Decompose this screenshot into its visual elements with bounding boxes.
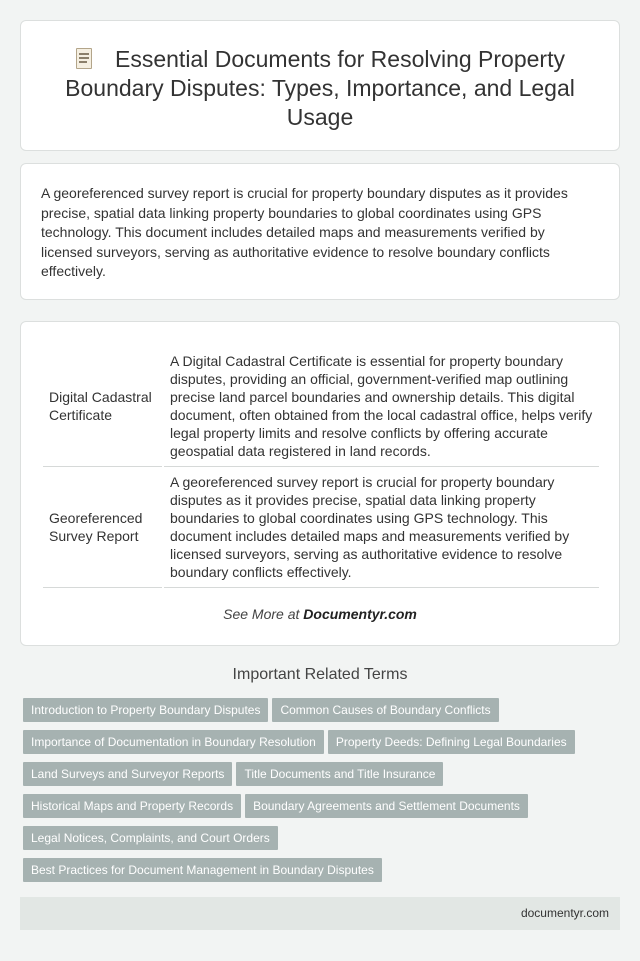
related-term-tag[interactable]: Best Practices for Document Management in Boundary Disputes — [23, 858, 382, 882]
page-title — [51, 45, 589, 132]
see-more-line — [21, 606, 619, 622]
summary-text: A georeferenced survey report is crucial for property boundary disputes as it provides precise, spatial data linking property boundaries to global coordinates using GPS technology. This document includes detailed maps and measurements verified by licensed surveyors, serving as authoritative evidence to resolve boundary conflicts effectively. — [41, 185, 568, 279]
related-terms-row — [23, 858, 603, 890]
related-term-tag[interactable]: Common Causes of Boundary Conflicts — [272, 698, 498, 722]
related-term-tag[interactable]: Land Surveys and Surveyor Reports — [23, 762, 232, 786]
related-terms-row — [23, 826, 603, 858]
related-term-tag[interactable]: Historical Maps and Property Records — [23, 794, 241, 818]
see-more-link[interactable]: Documentyr.com — [303, 606, 417, 622]
related-term-tag[interactable]: Property Deeds: Defining Legal Boundaries — [328, 730, 575, 754]
document-term: Digital Cadastral Certificate — [43, 346, 163, 467]
related-terms-row — [23, 698, 603, 730]
footer — [20, 897, 620, 930]
documents-card — [20, 321, 620, 646]
related-term-tag[interactable]: Title Documents and Title Insurance — [236, 762, 443, 786]
related-terms-row — [23, 794, 603, 826]
related-terms-row — [23, 762, 603, 794]
document-row — [43, 467, 599, 588]
document-row — [43, 346, 599, 467]
document-icon — [75, 48, 93, 70]
related-term-tag[interactable]: Legal Notices, Complaints, and Court Orders — [23, 826, 278, 850]
related-term-tag[interactable]: Introduction to Property Boundary Disputes — [23, 698, 268, 722]
document-description: A georeferenced survey report is crucial for property boundary disputes as it provides precise, spatial data linking property boundaries to global coordinates using GPS technology. This document includes detailed maps and measurements verified by licensed surveyors, serving as authoritative evidence to resolve boundary conflicts effectively. — [163, 467, 599, 588]
documents-table — [43, 346, 599, 588]
footer-site[interactable]: documentyr.com — [520, 906, 609, 920]
see-more-prefix: See More at — [223, 606, 304, 622]
related-terms-row — [23, 730, 603, 762]
page-title-text: Essential Documents for Resolving Property Boundary Disputes: Types, Importance, and Legal Usage — [65, 46, 575, 130]
related-term-tag[interactable]: Importance of Documentation in Boundary Resolution — [23, 730, 324, 754]
document-description: A Digital Cadastral Certificate is essential for property boundary disputes, providing an official, government-verified map outlining precise land parcel boundaries and ownership details. This digital document, often obtained from the local cadastral office, helps verify legal property limits and resolve conflicts by offering accurate geospatial data registered in land records. — [163, 346, 599, 467]
related-terms-list — [23, 698, 603, 890]
related-term-tag[interactable]: Boundary Agreements and Settlement Documents — [245, 794, 528, 818]
document-term: Georeferenced Survey Report — [43, 467, 163, 588]
summary-card — [20, 163, 620, 300]
title-card — [20, 20, 620, 151]
related-terms-heading: Important Related Terms — [232, 666, 408, 683]
